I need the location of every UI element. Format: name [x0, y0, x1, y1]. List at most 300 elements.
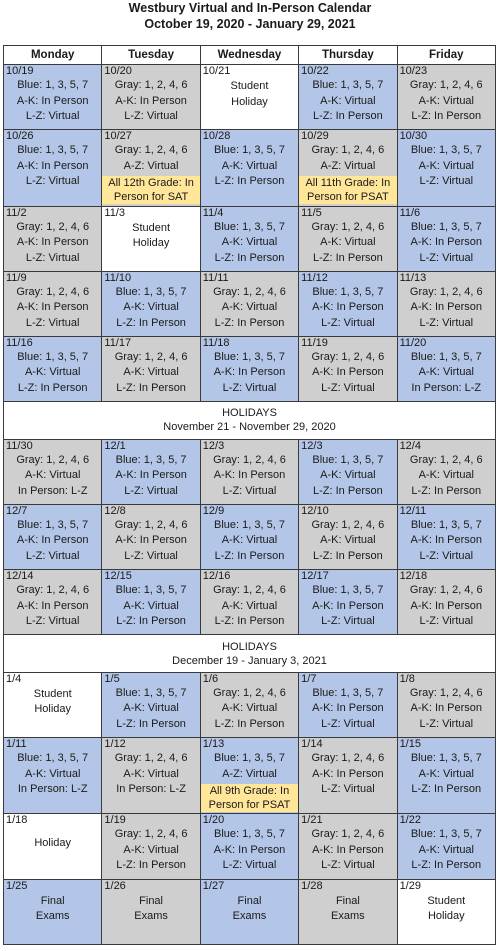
day-cell [200, 65, 298, 130]
schedule-line: A-K: In Person [410, 236, 483, 249]
day-date: 11/16 [6, 336, 33, 349]
day-date: 10/19 [6, 65, 34, 77]
schedule-line: L-Z: In Person [313, 110, 383, 122]
calendar-body [4, 65, 496, 945]
schedule-line: Blue: 1, 3, 5, 7 [214, 752, 285, 765]
day-cell [299, 879, 397, 944]
schedule-line: Gray: 1, 2, 4, 6 [409, 453, 483, 466]
schedule-line: Blue: 1, 3, 5, 7 [115, 584, 187, 597]
day-date: 12/16 [202, 570, 231, 583]
day-cell [200, 814, 298, 879]
day-date: 10/27 [104, 130, 132, 143]
day-date: 11/19 [301, 336, 328, 349]
day-cell [4, 879, 102, 944]
schedule-line: Gray: 1, 2, 4, 6 [114, 752, 188, 765]
schedule-line: A-K: In Person [16, 236, 89, 249]
day-date: 10/20 [104, 65, 132, 77]
day-header-thursday: Thursday [299, 46, 397, 65]
schedule-line: L-Z: Virtual [25, 251, 80, 264]
schedule-line: A-K: In Person [16, 599, 89, 612]
schedule-line: L-Z: Virtual [321, 316, 375, 329]
schedule-line: Exams [331, 910, 365, 923]
schedule-line: Gray: 1, 2, 4, 6 [16, 584, 90, 597]
holiday-banner-row [4, 635, 496, 673]
day-header-friday: Friday [397, 46, 495, 65]
schedule-line: Gray: 1, 2, 4, 6 [311, 518, 385, 531]
schedule-line: L-Z: In Person [214, 175, 285, 188]
holiday-range: November 21 - November 29, 2020 [163, 421, 336, 434]
day-header-row [4, 46, 496, 65]
day-cell [200, 206, 298, 271]
schedule-line: Gray: 1, 2, 4, 6 [311, 752, 385, 765]
day-date: 12/17 [301, 570, 329, 583]
week-row [4, 271, 496, 336]
day-date: 11/3 [104, 206, 125, 219]
day-date: 12/8 [104, 504, 126, 517]
day-cell [397, 672, 495, 737]
schedule-line: A-K: Virtual [418, 469, 474, 482]
day-cell [397, 814, 495, 879]
day-cell [200, 439, 298, 504]
holiday-banner [4, 402, 496, 440]
day-date: 1/28 [301, 879, 323, 892]
schedule-line: A-K: In Person [16, 301, 89, 314]
schedule-line: In Person: L-Z [116, 783, 186, 796]
schedule-line: A-K: Virtual [123, 702, 179, 715]
schedule-line: L-Z: In Person [214, 316, 285, 329]
schedule-line: Blue: 1, 3, 5, 7 [17, 144, 89, 157]
day-date: 1/29 [399, 879, 421, 892]
schedule-line: Gray: 1, 2, 4, 6 [409, 584, 483, 597]
schedule-line: Gray: 1, 2, 4, 6 [16, 453, 90, 466]
day-date: 1/6 [202, 672, 219, 685]
schedule-line: Blue: 1, 3, 5, 7 [410, 828, 482, 841]
day-date: 1/5 [104, 672, 120, 685]
day-cell [4, 672, 102, 737]
schedule-line: Blue: 1, 3, 5, 7 [312, 285, 384, 298]
schedule-line: Blue: 1, 3, 5, 7 [214, 518, 285, 531]
day-cell [397, 336, 495, 401]
day-cell [200, 738, 298, 814]
schedule-line: A-K: In Person [410, 702, 483, 715]
schedule-line: Gray: 1, 2, 4, 6 [311, 350, 385, 363]
schedule-line: L-Z: Virtual [321, 783, 375, 796]
schedule-line: Gray: 1, 2, 4, 6 [114, 518, 188, 531]
day-date: 1/12 [104, 738, 126, 751]
day-cell [4, 814, 102, 879]
schedule-line: L-Z: Virtual [419, 251, 474, 264]
day-date: 1/14 [301, 738, 323, 751]
week-row [4, 738, 496, 814]
schedule-line: A-K: In Person [312, 843, 384, 856]
schedule-line: Gray: 1, 2, 4, 6 [114, 144, 188, 157]
schedule-line: L-Z: Virtual [321, 859, 375, 872]
day-cell [397, 271, 495, 336]
schedule-line: A-K: Virtual [221, 159, 278, 172]
day-date: 10/26 [6, 130, 34, 143]
day-date: 11/5 [301, 206, 322, 219]
schedule-line: L-Z: In Person [313, 251, 383, 264]
day-cell [299, 814, 397, 879]
day-cell [397, 570, 495, 635]
day-cell [200, 504, 298, 569]
schedule-line: A-K: In Person [312, 599, 384, 612]
schedule-line: L-Z: Virtual [222, 859, 277, 872]
day-date: 10/23 [399, 65, 428, 77]
schedule-line: Gray: 1, 2, 4, 6 [311, 144, 385, 157]
schedule-line: Student [132, 221, 171, 234]
schedule-line: Gray: 1, 2, 4, 6 [311, 828, 385, 841]
schedule-line: Blue: 1, 3, 5, 7 [312, 584, 384, 597]
day-header-wednesday: Wednesday [200, 46, 298, 65]
day-date: 11/18 [202, 336, 230, 349]
day-date: 10/29 [301, 130, 329, 143]
schedule-line: L-Z: Virtual [321, 615, 375, 628]
day-cell [102, 336, 200, 401]
schedule-line: L-Z: Virtual [222, 381, 277, 394]
schedule-line: A-K: In Person [115, 469, 187, 482]
schedule-line: A-K: In Person [16, 159, 89, 172]
day-cell [397, 65, 495, 130]
schedule-line: A-K: Virtual [418, 843, 474, 856]
schedule-line: A-K: Virtual [320, 236, 376, 249]
schedule-line: L-Z: In Person [17, 381, 88, 394]
schedule-line: A-K: In Person [16, 534, 89, 547]
day-header-monday: Monday [4, 46, 102, 65]
schedule-line: A-K: Virtual [123, 366, 179, 379]
schedule-line: L-Z: Virtual [419, 549, 474, 562]
schedule-line: A-K: Virtual [221, 236, 278, 249]
schedule-line: Gray: 1, 2, 4, 6 [114, 828, 188, 841]
schedule-line: Blue: 1, 3, 5, 7 [17, 79, 89, 91]
schedule-line: A-K: In Person [115, 534, 187, 547]
schedule-line: Blue: 1, 3, 5, 7 [17, 350, 89, 363]
schedule-line: A-K: Virtual [418, 159, 474, 172]
schedule-line: A-K: Virtual [123, 767, 179, 780]
schedule-line: Blue: 1, 3, 5, 7 [214, 350, 285, 363]
day-date: 11/30 [6, 439, 33, 452]
day-cell [4, 439, 102, 504]
day-cell [102, 504, 200, 569]
schedule-line: A-K: In Person [213, 843, 286, 856]
schedule-line: Blue: 1, 3, 5, 7 [312, 79, 384, 91]
day-cell [299, 130, 397, 206]
schedule-line: A-Z: Virtual [320, 159, 376, 172]
schedule-line: A-K: Virtual [221, 702, 278, 715]
schedule-line: A-K: In Person [410, 534, 483, 547]
day-date: 11/20 [399, 336, 427, 349]
day-date: 12/3 [202, 439, 225, 452]
schedule-line: L-Z: In Person [411, 484, 482, 497]
calendar-title: Westbury Virtual and In-Person Calendar [128, 1, 372, 15]
schedule-line: Blue: 1, 3, 5, 7 [115, 285, 187, 298]
day-cell [397, 879, 495, 944]
day-date: 12/15 [104, 570, 132, 583]
day-date: 12/9 [202, 504, 225, 517]
schedule-line: Blue: 1, 3, 5, 7 [115, 686, 187, 699]
schedule-line: L-Z: Virtual [419, 717, 474, 730]
schedule-line: L-Z: In Person [116, 717, 186, 730]
schedule-line: Gray: 1, 2, 4, 6 [16, 220, 90, 233]
day-cell [4, 271, 102, 336]
schedule-line: L-Z: Virtual [321, 381, 375, 394]
schedule-line: Exams [232, 910, 267, 923]
day-cell [299, 504, 397, 569]
week-row [4, 570, 496, 635]
schedule-line: L-Z: In Person [116, 859, 186, 872]
schedule-line: A-K: Virtual [320, 534, 376, 547]
schedule-line: A-K: Virtual [221, 534, 278, 547]
schedule-line: A-K: Virtual [418, 767, 474, 780]
schedule-line: In Person: L-Z [17, 484, 88, 497]
day-cell [102, 206, 200, 271]
holiday-banner-row [4, 402, 496, 440]
day-cell [200, 130, 298, 206]
schedule-line: A-K: In Person [213, 366, 286, 379]
day-cell [397, 130, 495, 206]
day-date: 1/20 [202, 814, 225, 827]
schedule-line: Gray: 1, 2, 4, 6 [409, 686, 483, 699]
day-cell [397, 206, 495, 271]
schedule-line: A-K: Virtual [24, 469, 81, 482]
day-date: 11/4 [202, 206, 224, 219]
day-date: 1/21 [301, 814, 323, 827]
day-date: 11/6 [399, 206, 421, 219]
holiday-label: HOLIDAYS [222, 640, 277, 653]
day-date: 11/10 [104, 271, 132, 284]
day-date: 10/28 [202, 130, 231, 143]
schedule-line: A-K: Virtual [123, 301, 179, 314]
schedule-line: Gray: 1, 2, 4, 6 [409, 79, 483, 91]
day-cell [102, 271, 200, 336]
day-cell [299, 570, 397, 635]
schedule-line: A-K: In Person [312, 366, 384, 379]
day-date: 1/15 [399, 738, 421, 751]
schedule-line: Gray: 1, 2, 4, 6 [213, 584, 286, 597]
day-cell [200, 271, 298, 336]
day-cell [4, 504, 102, 569]
schedule-line: L-Z: Virtual [124, 110, 178, 122]
schedule-line: Holiday [231, 95, 268, 108]
schedule-line: Final [237, 894, 262, 907]
schedule-line: A-K: Virtual [123, 843, 179, 856]
day-cell [4, 130, 102, 206]
day-date: 1/19 [104, 814, 126, 827]
day-date: 12/3 [301, 439, 323, 452]
schedule-line: L-Z: In Person [116, 316, 186, 329]
schedule-line: L-Z: Virtual [25, 110, 80, 122]
day-cell [299, 439, 397, 504]
schedule-line: A-K: In Person [115, 94, 187, 107]
schedule-line: Gray: 1, 2, 4, 6 [16, 285, 90, 298]
schedule-line: L-Z: Virtual [25, 615, 80, 628]
day-date: 12/18 [399, 570, 428, 583]
week-row [4, 672, 496, 737]
day-cell [102, 130, 200, 206]
week-row [4, 439, 496, 504]
schedule-line: L-Z: In Person [411, 110, 482, 122]
schedule-line: A-K: Virtual [24, 767, 81, 780]
holiday-banner [4, 635, 496, 673]
day-date: 1/11 [6, 738, 27, 751]
day-cell [102, 672, 200, 737]
day-cell [299, 271, 397, 336]
schedule-line: L-Z: In Person [214, 251, 285, 264]
day-date: 12/11 [399, 504, 427, 517]
schedule-line: L-Z: In Person [214, 615, 285, 628]
schedule-line: A-K: Virtual [221, 599, 278, 612]
schedule-line: L-Z: In Person [313, 549, 383, 562]
day-cell [4, 570, 102, 635]
schedule-line: A-K: Virtual [123, 599, 179, 612]
schedule-line: Gray: 1, 2, 4, 6 [213, 453, 286, 466]
day-cell [4, 65, 102, 130]
schedule-line: Blue: 1, 3, 5, 7 [410, 350, 482, 363]
schedule-line: L-Z: Virtual [419, 615, 474, 628]
day-cell [102, 570, 200, 635]
day-date: 12/10 [301, 504, 329, 517]
schedule-line: Final [40, 894, 65, 907]
week-row [4, 879, 496, 944]
day-date: 11/9 [6, 271, 27, 284]
day-date: 12/14 [6, 570, 34, 583]
schedule-line: L-Z: Virtual [419, 175, 474, 188]
day-cell [4, 206, 102, 271]
schedule-line: A-K: Virtual [418, 366, 474, 379]
schedule-line: A-K: In Person [312, 767, 384, 780]
schedule-line: Holiday [34, 703, 72, 716]
week-row [4, 504, 496, 569]
schedule-line: A-K: In Person [312, 301, 384, 314]
day-cell [102, 879, 200, 944]
schedule-line: A-K: In Person [410, 301, 483, 314]
schedule-line: Final [139, 894, 163, 907]
day-date: 1/22 [399, 814, 421, 827]
day-cell [397, 738, 495, 814]
schedule-line: A-K: Virtual [320, 469, 376, 482]
day-cell [200, 879, 298, 944]
day-cell [4, 738, 102, 814]
schedule-line: A-K: In Person [16, 94, 89, 107]
calendar-subtitle: October 19, 2020 - January 29, 2021 [144, 17, 356, 31]
day-cell [299, 738, 397, 814]
schedule-line: L-Z: In Person [313, 484, 383, 497]
week-row [4, 814, 496, 879]
day-cell [299, 672, 397, 737]
schedule-line: Blue: 1, 3, 5, 7 [312, 453, 384, 466]
day-date: 12/7 [6, 504, 28, 517]
schedule-line: L-Z: In Person [411, 783, 482, 796]
schedule-line: Holiday [132, 237, 170, 250]
schedule-line: Blue: 1, 3, 5, 7 [17, 752, 89, 765]
schedule-line: L-Z: Virtual [25, 549, 80, 562]
week-row [4, 336, 496, 401]
schedule-line: Blue: 1, 3, 5, 7 [410, 518, 482, 531]
schedule-line: L-Z: Virtual [25, 175, 80, 188]
schedule-line: Gray: 1, 2, 4, 6 [213, 285, 286, 298]
day-cell [200, 336, 298, 401]
schedule-line: Gray: 1, 2, 4, 6 [311, 220, 385, 233]
schedule-line: Blue: 1, 3, 5, 7 [214, 144, 285, 157]
special-event-note: All 9th Grade: In Person for PSAT [201, 784, 298, 812]
schedule-line: A-K: In Person [410, 599, 483, 612]
schedule-line: Holiday [427, 910, 465, 923]
day-cell [4, 336, 102, 401]
day-date: 11/12 [301, 271, 328, 284]
day-cell [200, 570, 298, 635]
day-date: 10/30 [399, 130, 428, 143]
day-cell [102, 65, 200, 130]
schedule-line: Gray: 1, 2, 4, 6 [114, 350, 188, 363]
day-date: 1/4 [6, 672, 22, 685]
schedule-line: L-Z: Virtual [222, 484, 277, 497]
schedule-line: A-K: Virtual [418, 94, 474, 107]
day-cell [397, 504, 495, 569]
week-row [4, 130, 496, 206]
schedule-line: Final [335, 894, 360, 907]
day-cell [102, 814, 200, 879]
schedule-line: L-Z: In Person [214, 717, 285, 730]
schedule-line: Gray: 1, 2, 4, 6 [213, 686, 286, 699]
day-date: 1/18 [6, 814, 28, 827]
day-date: 11/13 [399, 271, 427, 284]
schedule-line: L-Z: Virtual [25, 316, 80, 329]
schedule-line: Student [33, 687, 72, 700]
schedule-line: A-K: In Person [312, 702, 384, 715]
day-date: 10/21 [202, 65, 231, 77]
day-date: 11/11 [202, 271, 229, 284]
schedule-line: A-K: Virtual [24, 366, 81, 379]
day-date: 1/27 [202, 879, 225, 892]
day-date: 10/22 [301, 65, 329, 77]
schedule-line: Blue: 1, 3, 5, 7 [410, 220, 482, 233]
day-date: 12/4 [399, 439, 421, 452]
day-header-tuesday: Tuesday [102, 46, 200, 65]
special-event-note: All 12th Grade: In Person for SAT [102, 176, 199, 204]
schedule-line: L-Z: In Person [214, 549, 285, 562]
day-date: 12/1 [104, 439, 126, 452]
schedule-line: In Person: L-Z [411, 381, 482, 394]
schedule-line: A-Z: Virtual [123, 159, 179, 172]
day-date: 1/26 [104, 879, 126, 892]
day-date: 1/13 [202, 738, 225, 751]
schedule-line: Blue: 1, 3, 5, 7 [214, 828, 285, 841]
schedule-line: Gray: 1, 2, 4, 6 [114, 79, 188, 91]
schedule-line: A-Z: Virtual [222, 767, 277, 780]
day-cell [102, 738, 200, 814]
day-cell [299, 65, 397, 130]
day-cell [102, 439, 200, 504]
schedule-line: In Person: L-Z [17, 783, 88, 796]
day-date: 11/17 [104, 336, 132, 349]
schedule-line: Gray: 1, 2, 4, 6 [409, 285, 483, 298]
week-row [4, 65, 496, 130]
day-date: 1/25 [6, 879, 28, 892]
day-date: 11/2 [6, 206, 27, 219]
schedule-line: Blue: 1, 3, 5, 7 [115, 453, 187, 466]
schedule-line: L-Z: Virtual [124, 549, 178, 562]
holiday-label: HOLIDAYS [222, 407, 277, 420]
schedule-line: Exams [134, 910, 168, 923]
calendar-table [3, 45, 496, 945]
schedule-line: Blue: 1, 3, 5, 7 [17, 518, 89, 531]
schedule-line: Holiday [34, 837, 72, 850]
schedule-line: Blue: 1, 3, 5, 7 [410, 752, 482, 765]
day-cell [299, 336, 397, 401]
schedule-line: Blue: 1, 3, 5, 7 [410, 144, 482, 157]
schedule-line: L-Z: Virtual [124, 484, 178, 497]
day-cell [299, 206, 397, 271]
